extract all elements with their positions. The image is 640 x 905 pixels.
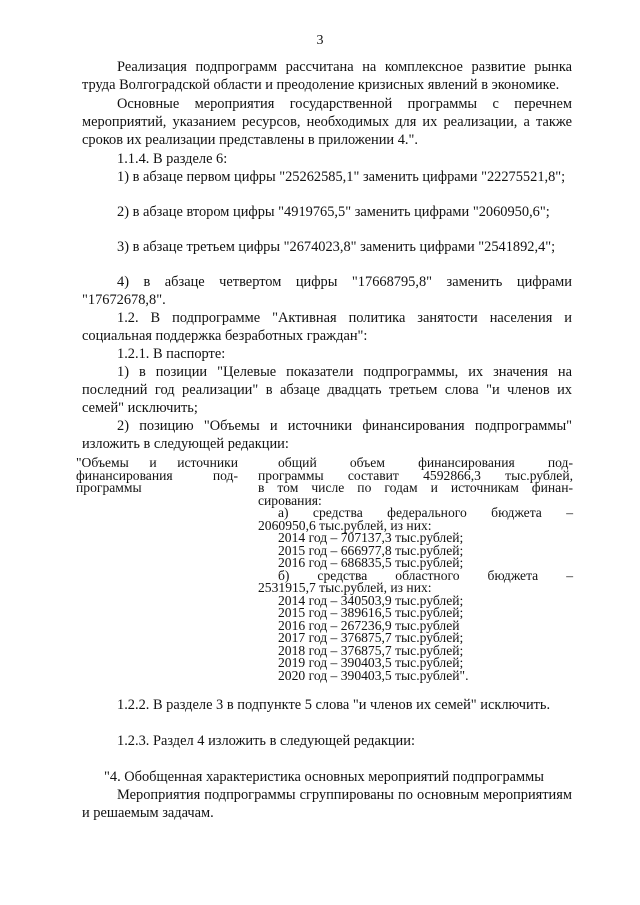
paragraph-section-6: 1.1.4. В разделе 6: bbox=[117, 151, 228, 167]
paragraph-activities-grouped: Мероприятия подпрограммы сгруппированы по основным мероприятиям и решаемым задачам. bbox=[82, 787, 572, 821]
table-value-line: 2020 год – 390403,5 тыс.рублей". bbox=[278, 667, 469, 683]
paragraph-passport: 1.2.1. В паспорте: bbox=[117, 346, 226, 362]
paragraph-item-4: 4) в абзаце четвертом цифры "17668795,8" заменить цифрами "17672678,8". bbox=[82, 274, 572, 308]
table-label-line: "Объемы и источники bbox=[76, 455, 238, 470]
section-4-heading: "4. Обобщенная характеристика основных мероприятий подпрограммы bbox=[104, 769, 544, 785]
paragraph-subprograms-scope: Реализация подпрограмм рассчитана на комплексное развитие рынка труда Волгоградской области и преодоление кризисных явлений в экономике. bbox=[82, 59, 572, 93]
table-value-line: а) средства федерального бюджета – bbox=[278, 505, 573, 520]
paragraph-item-2: 2) в абзаце втором цифры "4919765,5" заменить цифрами "2060950,6"; bbox=[117, 204, 550, 220]
funding-table-label bbox=[76, 457, 238, 495]
paragraph-item-1: 1) в абзаце первом цифры "25262585,1" заменить цифрами "22275521,8"; bbox=[117, 169, 566, 185]
funding-table-value bbox=[258, 457, 573, 682]
table-value-line: сирования: bbox=[258, 492, 322, 508]
paragraph-main-activities: Основные мероприятия государственной программы с перечнем мероприятий, указанием ресурсов, необходимых для их реализации, а также сроков их реализации представлены в приложении 4.". bbox=[82, 96, 572, 148]
table-label-line: программы bbox=[76, 480, 142, 495]
table-value-line: 2016 год – 267236,9 тыс.рублей bbox=[278, 617, 460, 633]
table-value-line: общий объем финансирования под- bbox=[278, 455, 573, 470]
table-value-line: 2017 год – 376875,7 тыс.рублей; bbox=[278, 630, 464, 645]
table-label-line: финансирования под- bbox=[76, 467, 238, 483]
table-value-line: 2019 год – 390403,5 тыс.рублей; bbox=[278, 655, 464, 670]
table-value-line: 2015 год – 666977,8 тыс.рублей; bbox=[278, 542, 464, 558]
table-value-line: программы составит 4592866,3 тыс.рублей, bbox=[258, 467, 573, 483]
page-number: 3 bbox=[316, 33, 324, 48]
table-value-line: 2015 год – 389616,5 тыс.рублей; bbox=[278, 605, 464, 620]
table-value-line: 2014 год – 340503,9 тыс.рублей; bbox=[278, 592, 464, 608]
paragraph-section-4-change: 1.2.3. Раздел 4 изложить в следующей редакции: bbox=[117, 733, 415, 749]
table-value-line: 2060950,6 тыс.рублей, из них: bbox=[258, 517, 432, 533]
table-value-line: 2016 год – 686835,5 тыс.рублей; bbox=[278, 555, 464, 570]
paragraph-section-3-change: 1.2.2. В разделе 3 в подпункте 5 слова "и членов их семей" исключить. bbox=[117, 697, 551, 713]
paragraph-subprogram-1-2: 1.2. В подпрограмме "Активная политика занятости населения и социальная поддержка безработных граждан": bbox=[82, 310, 572, 344]
table-value-line: 2018 год – 376875,7 тыс.рублей; bbox=[278, 642, 464, 658]
paragraph-funding-position: 2) позицию "Объемы и источники финансирования подпрограммы" изложить в следующей редакции: bbox=[82, 418, 572, 452]
table-value-line: 2014 год – 707137,3 тыс.рублей; bbox=[278, 530, 464, 545]
table-value-line: б) средства областного бюджета – bbox=[278, 567, 573, 583]
table-value-line: 2531915,7 тыс.рублей, из них: bbox=[258, 580, 432, 595]
paragraph-target-indicators: 1) в позиции "Целевые показатели подпрограммы, их значения на последний год реализации" в абзаце двадцать третьем слова "и членов их семей" исключить; bbox=[82, 364, 572, 416]
table-value-line: в том числе по годам и источникам финан- bbox=[258, 480, 573, 495]
paragraph-item-3: 3) в абзаце третьем цифры "2674023,8" заменить цифрами "2541892,4"; bbox=[117, 239, 556, 255]
